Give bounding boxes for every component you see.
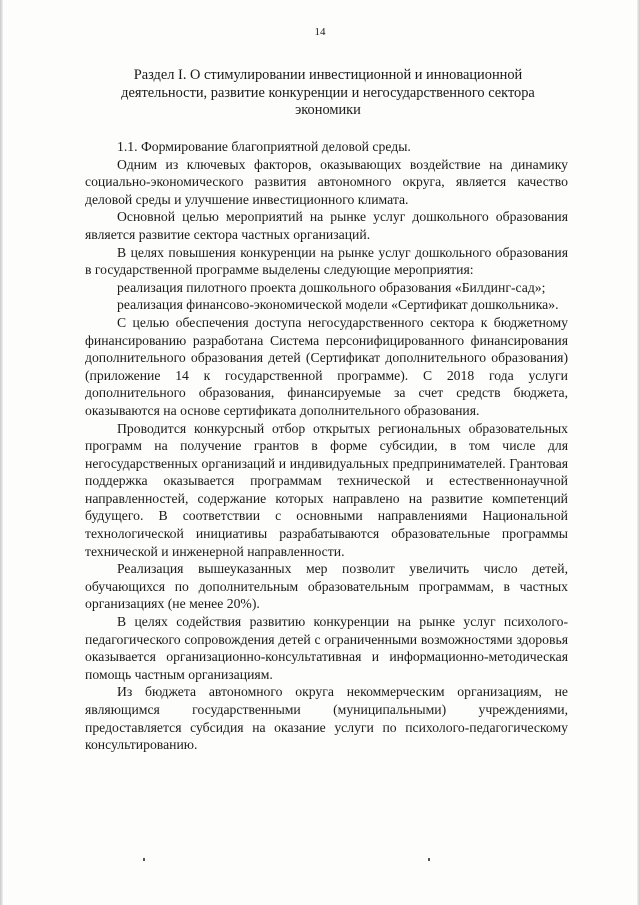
paragraph: Одним из ключевых факторов, оказывающих воздействие на динамику социально-экономического развития автономного округа, является качество деловой среды и улучшение инвестиционного климата. (85, 156, 568, 207)
page-edge-left (0, 0, 3, 905)
paragraph-subsection-heading: 1.1. Формирование благоприятной деловой среды. (117, 139, 411, 154)
scan-mark (428, 858, 430, 861)
section-title: Раздел I. О стимулировании инвестиционной и инновационной деятельности, развитие конкуренции и негосударственного сектора экономики (121, 67, 535, 118)
paragraph: С целью обеспечения доступа негосударственного сектора к бюджетному финансированию разработана Система персонифицированного финансирования дополнительного образования детей (Сертификат дополнительного образования) (приложение 14 к государственной программе). С 2018 года услуги дополнительного образования, финансируемые за счет средств бюджета, оказываются на основе сертификата дополнительного образования. (85, 314, 568, 418)
list-item: реализация финансово-экономической модели «Сертификат дошкольника». (117, 297, 559, 313)
paragraph: В целях содействия развитию конкуренции на рынке услуг психолого-педагогического сопровождения детей с ограниченными возможностями здоровья оказывается организационно-консультативная и информационно-методическая помощь частным организациям. (85, 614, 568, 682)
paragraph: Проводится конкурсный отбор открытых региональных образовательных программ на получение грантов в форме субсидии, в том числе для негосударственных организаций и индивидуальных предпринимателей. Грантовая поддержка оказывается программам технической и естественнонаучной направленностей, содержание которых направлено на развитие компетенций будущего. В соответствии с основными направлениями Национальной технологической инициативы разрабатываются образовательные программы технической и инженерной направленности. (85, 420, 568, 559)
paragraph: В целях повышения конкуренции на рынке услуг дошкольного образования в государственной программе выделены следующие мероприятия: (85, 244, 568, 278)
scan-mark (143, 858, 145, 861)
scan-marks (0, 858, 640, 868)
page-number: 14 (314, 26, 326, 38)
paragraph: Реализация вышеуказанных мер позволит увеличить число детей, обучающихся по дополнительным образовательным программам, в частных организациях (не менее 20%). (85, 561, 568, 612)
list-item: реализация пилотного проекта дошкольного образования «Билдинг-сад»; (117, 279, 546, 295)
paragraph: Основной целью мероприятий на рынке услуг дошкольного образования является развитие сектора частных организаций. (85, 209, 568, 242)
document-body (85, 138, 568, 754)
paragraph: Из бюджета автономного округа некоммерческим организациям, не являющимся государственными (муниципальными) учреждениями, предоставляется субсидия на оказание услуги по психолого-педагогическому консультированию. (85, 684, 568, 753)
